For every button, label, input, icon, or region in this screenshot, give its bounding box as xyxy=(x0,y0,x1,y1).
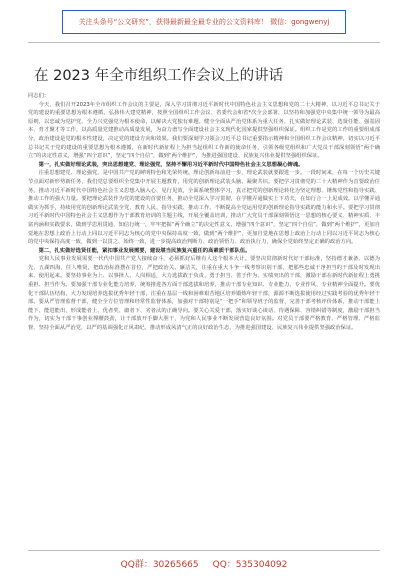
body-paragraph: 注重思想建党、理论强党，是中国共产党的鲜明特色和光荣传统。理论创新每前进一步，理论武装就要跟进一步。一段时间来，在每一个历史关键节点面对新形势新任务，我们党总要组织全党集中开展主题教育，用党的创新理论武装头脑、凝聚共识。要把学习贯彻党的二十大精神作为首要政治任务，推动习近平新时代中国特色社会主义思想入脑入心、见行见效，全面系统整体学习，真正把党的创新理论转化为坚定理想、锤炼党性和指导实践、推动工作的强大力量。要把理论武装作为党的建设的首要任务，推动全党深入学习贯彻，在学懂弄通做实上下功夫，在知行合一上见成效。以学懂弄通做实为抓手，持续用党的创新理论武装全党、教育人民、指导实践、推动工作，不断提高全党运用党的创新理论指导实践的能力和水平。要把学习贯彻习近平新时代中国特色社会主义思想作为干部教育培训的主题主线，开展全覆盖培训，推动广大党员干部深刻领悟这一思想的核心要义、精神实质、丰富内涵和实践要求，做到学思用贯通、知信行统一，牢牢把握“两个确立”的决定性意义，增强“四个意识”，坚定“四个自信”，做到“两个维护”，更加自觉地在思想上政治上行动上同以习近平同志为核心的党中央保持高度一致，做到“两个维护”，更加自觉地在思想上政治上行动上同以习近平同志为核心的党中央保持高度一致，做到一以贯之、始终一致，进一步提高政治判断力、政治领悟力、政治执行力，确保全党始终坚定正确的政治方向。 xyxy=(28,170,380,246)
qq-group-text: QQ群：30265665 xyxy=(120,559,199,570)
contact-footer xyxy=(0,554,408,572)
section-heading: 第二，扎实做好选贤任能，紧扣事业发展需要，建设堪当民族复兴重任的高素质干部队伍。 xyxy=(38,247,251,254)
header-divider xyxy=(28,42,380,43)
body-paragraph: 党和人民事业发展需要一代代中国共产党人接续奋斗，必须抓好后继有人这个根本大计。要坚决贯彻新时代好干部标准，坚持德才兼备、以德为先、五湖四海、任人唯贤，把政治标准摆在首位，严把政治关、廉洁关，注重在重大斗争一线考察识别干部，把那些忠诚干净担当的干部及时发现出来、使用起来。要坚持事业为上、以事择人、人岗相适，大力选拔敢于负责、勇于担当、善于作为、实绩突出的干部，激励干部在新时代新征程上勇挑重担、担当作为。要加强干部专业化能力培养，统筹推进各方面干部选拔和培养，推动干部专业知识、专业能力、专业作风、专业精神全面提升。要优化干部队伍结构，大力发现培养选拔优秀年轻干部，注重在基层一线和困难艰苦地区培养锻炼年轻干部，源源不断选拔使用经过实践考验的优秀年轻干部。要从严管理监督干部，健全全方位管理和经常性监督体系，加强对干部特别是“一把手”和领导班子的监督，完善干部考核评价体系，推动干部能上能下、能进能出，形成能者上、优者奖、庸者下、劣者汰的正确导向。要关心关爱干部，落实好谈心谈话、待遇保障、容错纠错等制度，激励干部担当作为，切实为干部干事创业撑腰鼓劲，让干部放开手脚大胆干，为党和人民事业不断发展营造良好氛围。对党员干部要严格教育、严格管理、严格监督，坚持全面从严治党，以严的基调强化正风肃纪，推动形成风清气正的良好政治生态，为推进强国建设、民族复兴伟业提供坚强政治保证。 xyxy=(28,256,380,332)
promo-banner xyxy=(62,10,346,34)
footer-divider xyxy=(28,550,380,551)
qq-text: QQ：535304092 xyxy=(212,559,288,570)
promo-banner-text: 关注头条号“公文研究”，获得最新最全最专业的公文资料库！ 微信：gongwenyj xyxy=(78,18,330,26)
greeting: 同志们： xyxy=(28,93,50,99)
section-heading: 第一，扎实做好理论武装，突出思想建党、理论强党，坚持不懈用习近平新时代中国特色社会主义思想凝心铸魂。 xyxy=(38,161,304,168)
body-paragraph: 今天，我们召开2023年全市组织工作会议的主要是，深入学习贯彻习近平新时代中国特色社会主义思想和党的二十大精神，以习近平总书记关于党的建设的重要思想为根本遵循，弘扬伟大建党精神，按照全国组织工作会议、省委代会和省*次全会部署，以坚持和加强党中央集中统一领导为最高原则，以忠诚为党护党、全力兴党强党为根本使命，以解决大党独有难题、健全全面从严治党体系为重大任务，扎实做好理论武装、选贤任能、强基固本、育才聚才等工作，以高质量党建推动高质量发展，为奋力谱写全面建设社会主义现代化国家提供坚强组织保证。组织工作是党的工作的重要组成部分，政治建设是党的根本性建设，决定党的建设方向和效果。我们要深刻学习领会习近平总书记重要指示精神和全国组织工作会议精神，切实以习近平总书记关于党的建设的重要思想为根本遵循，在新时代新征程上为担当起组织工作新的使命任务，引领各级党组织和广大党员干部深刻领悟“两个确立”的决定性意义，增强“四个意识”，坚定“四个自信”，做到“两个维护”，为推进强国建设、民族复兴伟业提供坚强组织保证。 xyxy=(28,101,380,160)
document-title: 在 2023 年全市组织工作会议上的讲话 xyxy=(34,68,284,84)
document-body xyxy=(28,92,380,548)
